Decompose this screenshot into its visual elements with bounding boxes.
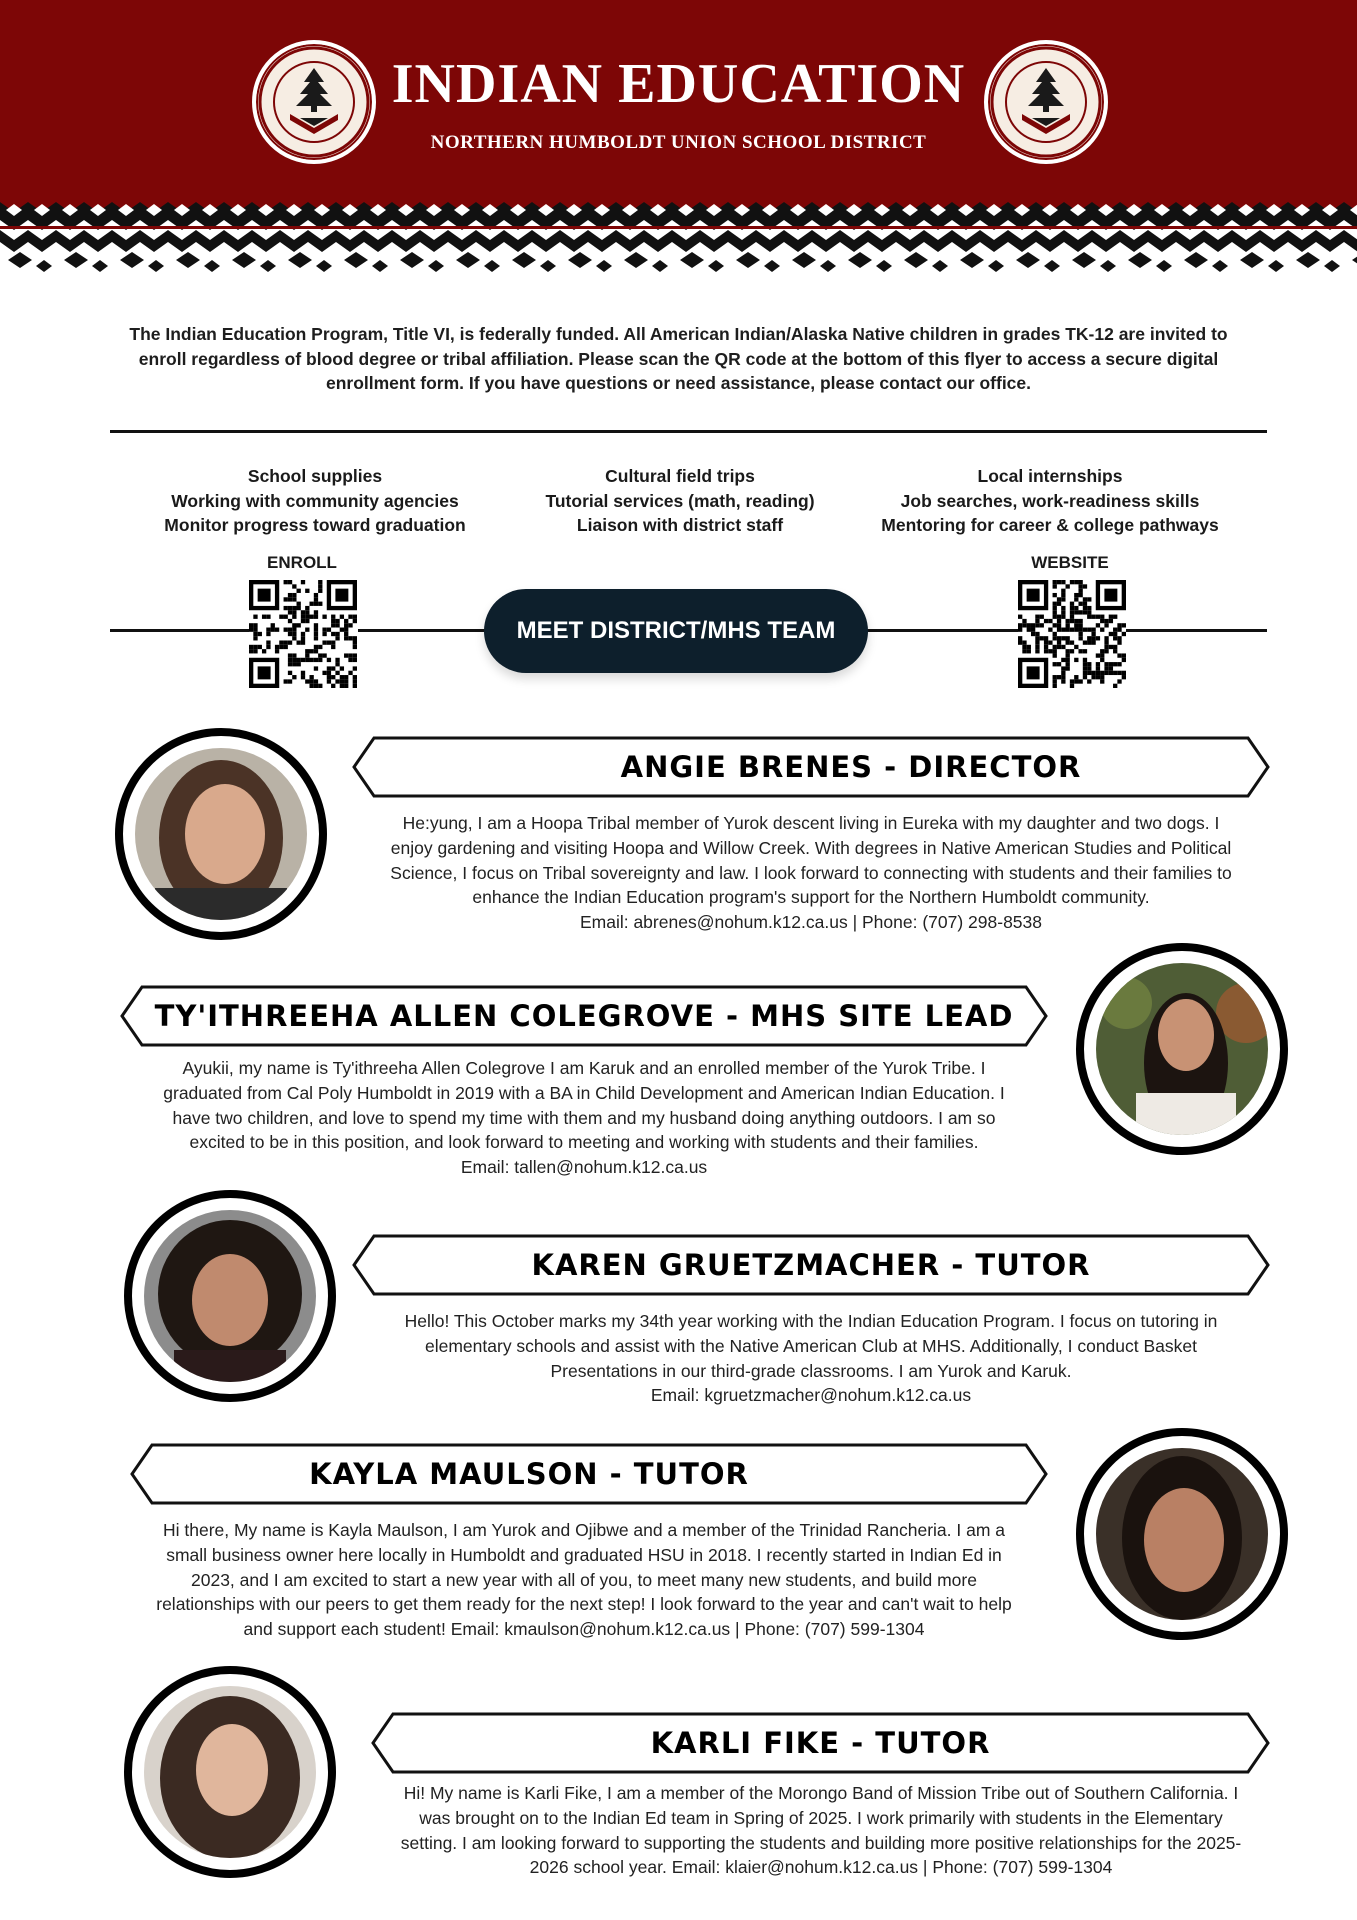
name-banner — [130, 1443, 1048, 1505]
divider — [358, 629, 488, 632]
member-bio: Hi! My name is Karli Fike, I am a member of the Morongo Band of Mission Tribe out of Southern California. I was brought on to the Indian Ed team in Spring of 2025. I work primarily with students in the Elementary setting. I am looking forward to supporting the students and building more positive relationships for the 2025- 2026 school year. Email: klaier@nohum.k12.ca.us | Phone: (707) 599-1304 — [400, 1783, 1242, 1878]
district-seal-logo-left — [252, 40, 376, 164]
avatar — [115, 728, 327, 940]
page-title: INDIAN EDUCATION — [391, 53, 966, 115]
website-qr-code[interactable] — [1018, 580, 1126, 688]
name-banner — [352, 1234, 1270, 1296]
service-item: Local internships — [977, 466, 1123, 486]
member-name: KAREN GRUETZMACHER - TUTOR — [531, 1248, 1091, 1282]
name-banner — [352, 736, 1270, 798]
enroll-qr-code[interactable] — [249, 580, 357, 688]
intro-paragraph: The Indian Education Program, Title VI, is federally funded. All American Indian/Alaska Native children in grades TK-12 are invited to enroll regardless of blood degree or tribal affiliation. Please scan the QR code at the bottom of this flyer to access a secure digital enrollment form. If you have questions or need assistance, please contact our office. — [129, 324, 1228, 393]
member-bio: Ayukii, my name is Ty'ithreeha Allen Colegrove I am Karuk and an enrolled member of the Yurok Tribe. I graduated from Cal Poly Humboldt in 2019 with a BA in Child Development and American Indian Education. I have two children, and love to spend my time with them and my husband doing anything outdoors. I am so excited to be in this position, and look forward to meeting and working with students and their families. Email: tallen@nohum.k12.ca.us — [163, 1058, 1005, 1178]
name-banner — [120, 985, 1048, 1047]
member-name: KAYLA MAULSON - TUTOR — [309, 1457, 749, 1491]
service-item: Job searches, work-readiness skills — [900, 490, 1200, 511]
avatar — [1076, 943, 1288, 1155]
service-item: Cultural field trips — [605, 466, 755, 486]
divider — [110, 629, 250, 632]
divider — [1126, 629, 1267, 632]
services-center — [500, 464, 860, 538]
service-item: Working with community agencies — [171, 490, 459, 511]
divider — [110, 430, 1267, 433]
header-banner — [0, 0, 1357, 200]
service-item: Monitor progress toward graduation — [164, 515, 466, 535]
website-label: WEBSITE — [1031, 553, 1109, 572]
member-name: ANGIE BRENES - DIRECTOR — [620, 750, 1082, 784]
divider — [866, 629, 1020, 632]
member-name: KARLI FIKE - TUTOR — [650, 1726, 991, 1760]
services-right — [845, 464, 1255, 538]
enroll-label: ENROLL — [267, 553, 337, 572]
member-name: TY'ITHREEHA ALLEN COLEGROVE - MHS SITE LEAD — [154, 999, 1014, 1033]
service-item: School supplies — [247, 466, 383, 486]
meet-team-button[interactable]: MEET DISTRICT/MHS TEAM — [484, 589, 868, 673]
member-bio: Hi there, My name is Kayla Maulson, I am Yurok and Ojibwe and a member of the Trinidad Rancheria. I am a small business owner here locally in Humboldt and graduated HSU in 2018. I recently started in Indian Ed in 2023, and I am excited to start a new year with all of you, to meet many new students, and build more relationships with our peers to get them ready for the next step! I look forward to the year and can't wait to help and support each student! Email: kmaulson@nohum.k12.ca.us | Phone: (707) 599-1304 — [156, 1520, 1012, 1640]
member-bio: Hello! This October marks my 34th year working with the Indian Education Program. I focus on tutoring in elementary schools and assist with the Native American Club at MHS. Additionally, I conduct Basket Presentations in our third-grade classrooms. I am Yurok and Karuk. Email: kgruetzmacher@nohum.k12.ca.us — [404, 1311, 1218, 1406]
avatar — [1076, 1428, 1288, 1640]
member-bio: He:yung, I am a Hoopa Tribal member of Yurok descent living in Eureka with my daughter and two dogs. I enjoy gardening and visiting Hoopa and Willow Creek. With degrees in Native American Studies and Political Science, I focus on Tribal sovereignty and law. I look forward to connecting with students and their families to enhance the Indian Education program's support for the Northern Humboldt community. Email: abrenes@nohum.k12.ca.us | Phone: (707) 298-8538 — [390, 813, 1232, 933]
avatar — [124, 1666, 336, 1878]
page-subtitle: NORTHERN HUMBOLDT UNION SCHOOL DISTRICT — [430, 132, 927, 153]
service-item: Liaison with district staff — [576, 515, 784, 535]
services-left — [130, 464, 500, 538]
service-item: Mentoring for career & college pathways — [881, 515, 1219, 535]
tribal-pattern-band — [0, 180, 1357, 280]
district-seal-logo-right — [984, 40, 1108, 164]
avatar — [124, 1190, 336, 1402]
name-banner — [371, 1712, 1270, 1774]
service-item: Tutorial services (math, reading) — [545, 490, 815, 511]
